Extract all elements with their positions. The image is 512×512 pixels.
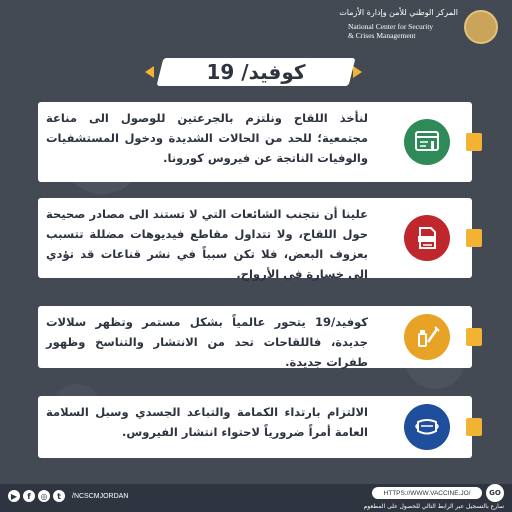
- org-name-en-1: National Center for Security: [348, 22, 434, 31]
- info-card-safety: [38, 396, 472, 458]
- vaccine-certificate-icon: [404, 119, 450, 165]
- info-card-variants: [38, 306, 472, 368]
- facebook-icon[interactable]: f: [23, 490, 35, 502]
- emblem-icon: [464, 10, 498, 44]
- info-card-vaccination: [38, 102, 472, 182]
- face-mask-icon: [404, 404, 450, 450]
- vaccine-syringe-icon: [404, 314, 450, 360]
- card-text: الالتزام بارتداء الكمامة والتباعد الجسدي وسبل السلامة العامة أمراً ضرورياً لاحتواء انتشار الفيروس.: [46, 405, 368, 439]
- card-text: كوفيد/19 يتحور عالمياً بشكل مستمر وتظهر سلالات جديدة، فاللقاحات تحد من الانتشار والتناسخ وظهور طفرات جديدة.: [46, 315, 368, 369]
- card-tab: [466, 133, 482, 151]
- social-handle: /NCSCMJORDAN: [72, 492, 129, 500]
- page-title: كوفيد/ 19: [206, 60, 306, 84]
- instagram-icon[interactable]: ◎: [38, 490, 50, 502]
- card-text: لنأخذ اللقاح ونلتزم بالجرعتين للوصول الى مناعة مجتمعية؛ للحد من الحالات الشديدة ودخول المستشفيات والوفيات الناتجة عن فيروس كورونا.: [46, 111, 368, 165]
- org-name-ar: المركز الوطني للأمن وإدارة الأزمات: [339, 8, 458, 17]
- twitter-icon[interactable]: t: [53, 490, 65, 502]
- fake-news-icon: [404, 215, 450, 261]
- card-tab: [466, 229, 482, 247]
- go-button[interactable]: GO: [486, 484, 504, 502]
- card-tab: [466, 418, 482, 436]
- organization-logo: [278, 10, 498, 54]
- title-arrow-left-icon: [145, 66, 154, 78]
- card-text: علينا أن نتجنب الشائعات التي لا تستند الى مصادر صحيحة حول اللقاح، ولا تتداول مقاطع فيديوهات مضللة تتسبب بعزوف البعض، فلا تكن سبباً في نشر قناعات قد تؤدي الى خسارة في الأرواح.: [46, 207, 368, 281]
- card-tab: [466, 328, 482, 346]
- org-name-en-2: & Crises Management: [348, 31, 416, 40]
- title-arrow-right-icon: [353, 66, 362, 78]
- footer-note: سارع بالتسجيل عبر الرابط التالي للحصول على المطعوم: [363, 503, 504, 510]
- social-links: [8, 490, 128, 502]
- youtube-icon[interactable]: ▶: [8, 490, 20, 502]
- vaccine-url[interactable]: HTTPS://WWW.VACCINE.JO/: [372, 487, 482, 499]
- info-card-rumors: [38, 198, 472, 281]
